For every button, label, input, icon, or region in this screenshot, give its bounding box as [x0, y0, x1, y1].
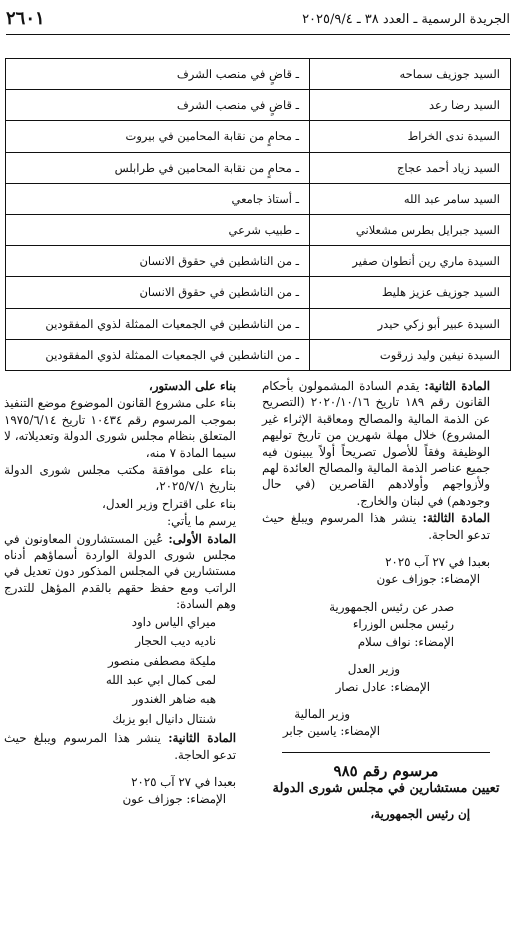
table-row [6, 152, 511, 183]
list-item: شنتال دانيال ابو يزبك [112, 711, 216, 726]
left-decree-date: بعبدا في ٢٧ آب ٢٠٢٥ [131, 774, 236, 789]
appointee-role: ـ من الناشطين في الجمعيات الممثلة لذوي المفقودين [6, 308, 310, 339]
list-item: ميراي الياس داود [131, 614, 216, 629]
decree-date: بعبدا في ٢٧ آب ٢٠٢٥ [385, 555, 490, 570]
appointee-role: ـ أستاذ جامعي [6, 183, 310, 214]
left-article-2-label: المادة الثانية: [168, 731, 237, 746]
article-3 [262, 510, 510, 543]
article-2 [262, 378, 510, 509]
page-header [6, 6, 510, 35]
president-intro: إن رئيس الجمهورية، [370, 806, 470, 821]
justice-signature: الإمضاء: عادل نصار [335, 679, 430, 694]
article-2-text: يقدم السادة المشمولون بأحكام القانون رقم ١٨٩ تاريخ ٢٠٢٠/١٠/١٦ (التصريح عن الذمة المالية والمصالح ومعاقبة الإثراء غير المشروع) خلال مهلة شهرين من تاريخ توليهم الوظيفة وفقاً للأصول تصريحاً أولاً يبينون فيه جميع عناصر الذمة المالية والمصالح العائدة لهم ولأزواجهم وأولادهم القاصرين (في حال وجودهم) في لبنان والخارج. [262, 379, 490, 508]
page-number: ٢٦٠١ [6, 8, 45, 29]
table-row [6, 59, 511, 90]
appointees-table [5, 58, 511, 371]
justice-title: وزير العدل [347, 662, 400, 677]
appointee-name: السيدة نيفين وليد زرقوت [310, 339, 511, 370]
president-signature: الإمضاء: جوزاف عون [376, 572, 480, 587]
left-president-signature: الإمضاء: جوزاف عون [122, 792, 226, 807]
left-article-2 [4, 730, 256, 763]
appointee-name: السيد رضا رعد [310, 90, 511, 121]
decree-number: مرسوم رقم ٩٨٥ [333, 761, 439, 780]
article-3-label: المادة الثالثة: [422, 511, 491, 526]
constitution-clause: بناء على الدستور، [148, 379, 236, 393]
table-row [6, 214, 511, 245]
preamble-1: بناء على مشروع القانون الموضوع موضع التنفيذ بموجب المرسوم رقم ١٠٤٣٤ تاريخ ١٩٧٥/٦/١٤ المتعلق بنظام مجلس شورى الدولة وتعديلاته، لا سيما المادة ٧ منه، [4, 396, 236, 460]
table-row [6, 121, 511, 152]
appointee-role: ـ من الناشطين في حقوق الانسان [6, 246, 310, 277]
appointee-name: السيدة ندى الخراط [310, 121, 511, 152]
left-article-1-text: عُين المستشارون المعاونون في مجلس شورى الدولة الواردة أسماؤهم أدناه مستشارين في المجلس المذكور دون تعديل في الراتب ومع حفظ حقهم بالقدم المؤهل للتدرج وهم السادة: [4, 531, 236, 612]
appointee-name: السيد سامر عبد الله [310, 183, 511, 214]
decrees-line: يرسم ما يأتي: [167, 514, 236, 529]
appointee-name: السيد جبرايل بطرس مشعلاني [310, 214, 511, 245]
article-2-label: المادة الثانية: [424, 379, 490, 393]
section-divider [282, 752, 490, 753]
issued-by: صدر عن رئيس الجمهورية [329, 599, 454, 614]
table-row [6, 308, 511, 339]
table-row [6, 339, 511, 370]
right-column [262, 378, 510, 823]
table-row [6, 90, 511, 121]
preamble-3: بناء على اقتراح وزير العدل، [102, 496, 236, 511]
list-item: لمى كمال ابي عبد الله [105, 672, 216, 687]
left-article-1 [4, 531, 256, 613]
appointee-name: السيدة ماري رين أنطوان صفير [310, 246, 511, 277]
counsellor-names [4, 614, 256, 727]
appointee-name: السيدة عبير أبو زكي حيدر [310, 308, 511, 339]
appointee-name: السيد جوزيف سماحه [310, 59, 511, 90]
article-3-text: ينشر هذا المرسوم ويبلغ حيث تدعو الحاجة. [262, 511, 490, 542]
appointee-role: ـ طبيب شرعي [6, 214, 310, 245]
appointee-role: ـ من الناشطين في حقوق الانسان [6, 277, 310, 308]
list-item: ناديه ديب الحجار [135, 634, 216, 649]
gazette-title: الجريدة الرسمية ـ العدد ٣٨ ـ ٢٠٢٥/٩/٤ [302, 12, 510, 27]
table-row [6, 277, 511, 308]
left-article-2-text: ينشر هذا المرسوم ويبلغ حيث تدعو الحاجة. [4, 731, 236, 762]
pm-signature: الإمضاء: نواف سلام [357, 634, 454, 649]
table-row [6, 246, 511, 277]
decree-title: تعيين مستشارين في مجلس شورى الدولة [272, 781, 500, 797]
left-article-1-label: المادة الأولى: [168, 531, 237, 546]
appointee-role: ـ قاضٍ في منصب الشرف [6, 90, 310, 121]
pm-title: رئيس مجلس الوزراء [352, 617, 454, 632]
appointee-name: السيد جوزيف عزيز هليط [310, 277, 511, 308]
appointee-role: ـ محامٍ من نقابة المحامين في طرابلس [6, 152, 310, 183]
list-item: مليكة مصطفى منصور [107, 653, 216, 668]
appointee-role: ـ قاضٍ في منصب الشرف [6, 59, 310, 90]
finance-signature: الإمضاء: ياسين جابر [282, 724, 380, 739]
appointee-name: السيد زياد أحمد عجاج [310, 152, 511, 183]
left-column [4, 378, 256, 809]
table-row [6, 183, 511, 214]
preamble-2: بناء على موافقة مكتب مجلس شورى الدولة بتاريخ ٢٠٢٥/٧/١، [4, 463, 236, 494]
list-item: هبه ضاهر الغندور [132, 692, 216, 707]
appointee-role: ـ من الناشطين في الجمعيات الممثلة لذوي المفقودين [6, 339, 310, 370]
finance-title: وزير المالية [294, 706, 350, 721]
appointee-role: ـ محامٍ من نقابة المحامين في بيروت [6, 121, 310, 152]
